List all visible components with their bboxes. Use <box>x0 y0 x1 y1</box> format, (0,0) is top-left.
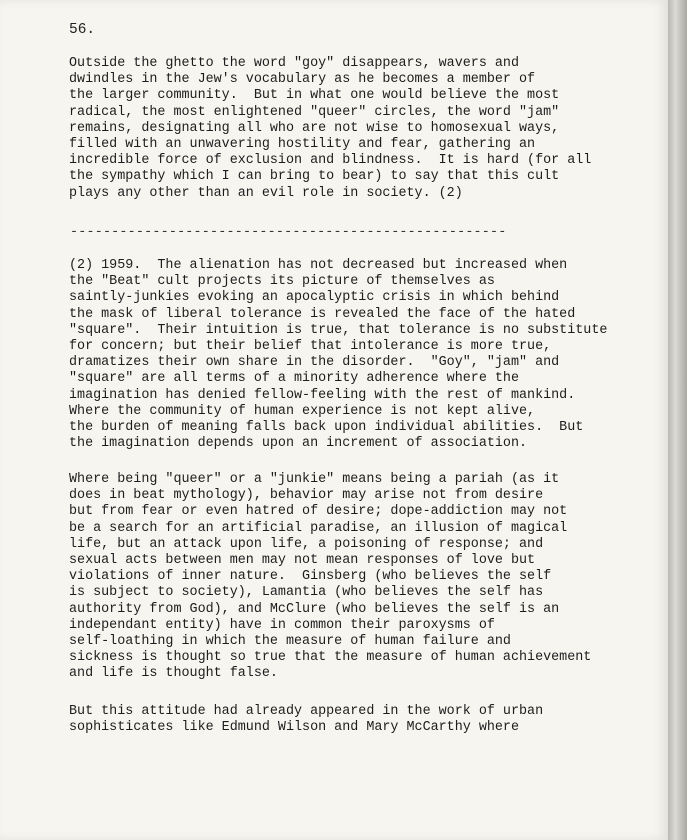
text-line: (2) 1959. The alienation has not decreased but increased when <box>69 258 568 273</box>
footnote-paragraph <box>69 258 607 452</box>
text-line: authority from God), and McClure (who believes the self is an <box>69 601 560 617</box>
text-line: dramatizes their own share in the disorder. "Goy", "jam" and <box>69 355 560 371</box>
text-line: self-loathing in which the measure of human failure and <box>69 634 511 650</box>
paragraph-4 <box>69 704 543 736</box>
text-line: the burden of meaning falls back upon individual abilities. But <box>69 420 584 436</box>
footnote-separator: ----------------------------------------------------- <box>70 225 507 240</box>
book-spine-edge <box>668 0 687 840</box>
text-line: plays any other than an evil role in society. (2) <box>69 185 463 201</box>
text-line: dwindles in the Jew's vocabulary as he becomes a member of <box>69 72 536 88</box>
text-line: Outside the ghetto the word "goy" disappears, wavers and <box>69 56 519 71</box>
text-line: imagination has denied fellow-feeling with the rest of mankind. <box>69 387 576 403</box>
text-line: remains, designating all who are not wise to homosexual ways, <box>69 120 560 136</box>
text-line: sexual acts between men may not mean responses of love but <box>69 553 536 569</box>
text-line: saintly-junkies evoking an apocalyptic crisis in which behind <box>69 290 560 306</box>
text-line: be a search for an artificial paradise, an illusion of magical <box>69 520 568 536</box>
text-line: the mask of liberal tolerance is revealed the face of the hated <box>69 306 576 322</box>
text-line: does in beat mythology), behavior may arise not from desire <box>69 488 544 504</box>
text-line: incredible force of exclusion and blindness. It is hard (for all <box>69 153 592 169</box>
text-line: radical, the most enlightened "queer" circles, the word "jam" <box>69 104 560 120</box>
text-line: independant entity) have in common their paroxysms of <box>69 617 495 633</box>
text-line: and life is thought false. <box>69 666 278 682</box>
page-number: 56. <box>69 22 96 38</box>
text-line: life, but an attack upon life, a poisoning of response; and <box>69 536 544 552</box>
paragraph-3 <box>69 472 591 683</box>
text-line: the "Beat" cult projects its picture of themselves as <box>69 274 495 290</box>
text-line: the sympathy which I can bring to bear) to say that this cult <box>69 169 560 185</box>
text-line: Where being "queer" or a "junkie" means being a pariah (as it <box>69 472 560 487</box>
text-line: is subject to society), Lamantia (who believes the self has <box>69 585 544 601</box>
text-line: "square" are all terms of a minority adherence where the <box>69 371 519 387</box>
text-line: but from fear or even hatred of desire; dope-addiction may not <box>69 504 568 520</box>
text-line: violations of inner nature. Ginsberg (who believes the self <box>69 569 552 585</box>
paragraph-1 <box>69 56 591 202</box>
text-line: But this attitude had already appeared in the work of urban <box>69 704 544 719</box>
text-line: sophisticates like Edmund Wilson and Mary McCarthy where <box>69 720 519 736</box>
text-line: the larger community. But in what one would believe the most <box>69 88 560 104</box>
text-line: the imagination depends upon an increment of association. <box>69 436 528 452</box>
text-line: for concern; but their belief that intolerance is more true, <box>69 339 552 355</box>
text-line: "square". Their intuition is true, that tolerance is no substitute <box>69 322 608 338</box>
text-line: sickness is thought so true that the measure of human achievement <box>69 650 592 666</box>
text-line: filled with an unwavering hostility and fear, gathering an <box>69 137 536 153</box>
text-line: Where the community of human experience is not kept alive, <box>69 403 536 419</box>
